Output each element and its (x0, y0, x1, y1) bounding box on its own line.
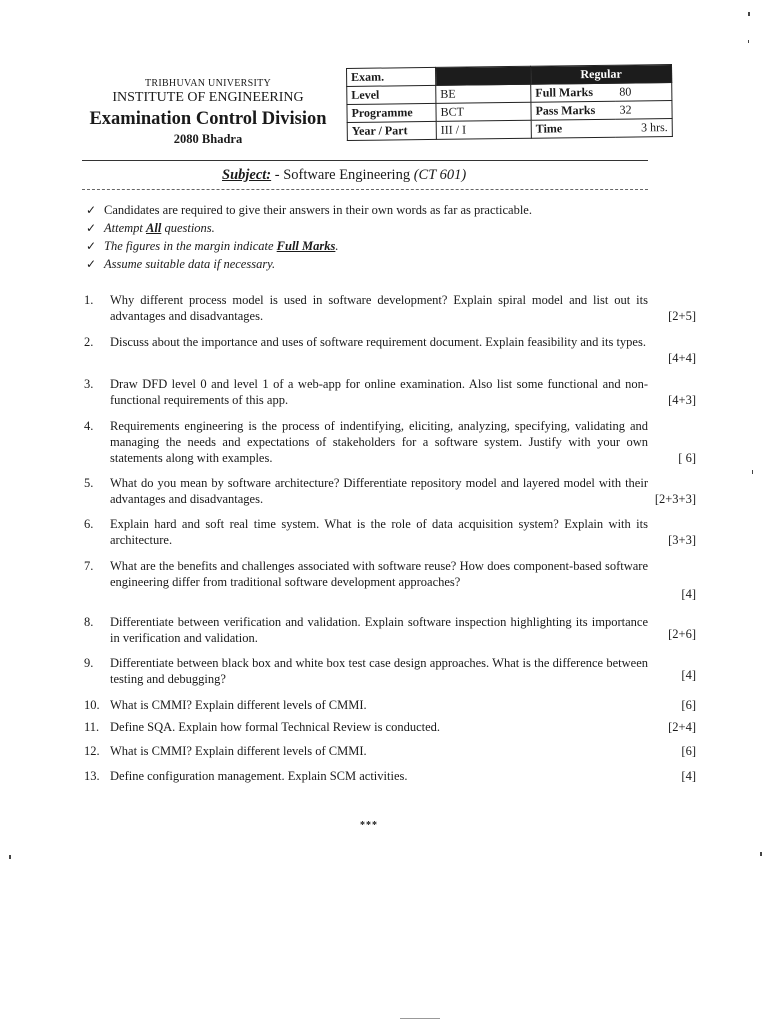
time-value: 3 hrs. (616, 119, 673, 138)
subject-dash: - (271, 167, 284, 183)
instruction-text (104, 221, 215, 236)
question-text: What is CMMI? Explain different levels of CMMI. (110, 698, 367, 712)
question-text: Draw DFD level 0 and level 1 of a web-app for online examination. Also list some functional and non-functional requirements of this app. (110, 377, 648, 407)
scan-speck (400, 1018, 440, 1019)
instruction-item (86, 221, 646, 239)
instruction-prefix: The figures in the margin indicate (104, 239, 277, 253)
instruction-emphasis: All (146, 221, 162, 235)
question-number: 8. (84, 615, 94, 629)
question-text: Why different process model is used in software development? Explain spiral model and list out its advantages and disadvantages. (110, 293, 648, 323)
exam-label: Exam. (347, 67, 436, 86)
university-name: TRIBHUVAN UNIVERSITY (144, 78, 272, 89)
question-marks: [4] (681, 668, 696, 682)
checkmark-icon: ✓ (86, 203, 97, 217)
question-text: Requirements engineering is the process of indentifying, eliciting, analyzing, specifying, validating and managing the needs and expectations of stakeholders for a software system. Justify with your own statements along with examples. (110, 419, 648, 465)
subject-code: (CT 601) (413, 167, 467, 183)
question-item (84, 334, 696, 366)
institution-header (72, 78, 344, 147)
question-marks: [6] (681, 744, 696, 758)
subject-label: Subject: (222, 167, 272, 183)
question-text: Discuss about the importance and uses of software requirement document. Explain feasibility and its types. (110, 335, 646, 349)
question-number: 3. (84, 377, 94, 391)
scan-speck (748, 12, 750, 16)
instructions-list (86, 203, 646, 275)
question-marks: [2+3+3] (654, 492, 696, 506)
question-marks: [ 6] (678, 451, 696, 465)
question-marks: [4+3] (668, 393, 696, 407)
header-divider (82, 160, 648, 161)
question-number: 1. (84, 293, 94, 307)
question-number: 5. (84, 476, 94, 490)
question-number: 13. (84, 769, 100, 783)
question-number: 11. (84, 720, 100, 734)
instruction-emphasis: Full Marks (276, 239, 336, 253)
question-item (84, 768, 696, 784)
exam-shade (435, 66, 530, 85)
programme-label: Programme (347, 103, 436, 122)
question-number: 2. (84, 335, 94, 349)
question-text: Differentiate between black box and white box test case design approaches. What is the difference between testing and debugging? (110, 656, 648, 686)
question-text: What do you mean by software architecture? Differentiate repository model and layered model with their advantages and disadvantages. (110, 476, 648, 506)
question-item (84, 719, 696, 735)
year-part-value: III / I (436, 120, 531, 139)
end-of-paper-mark: *** (360, 820, 378, 831)
question-text: Define configuration management. Explain SCM activities. (110, 769, 408, 783)
question-text: Differentiate between verification and validation. Explain software inspection highlighting its importance in verification and validation. (110, 615, 648, 645)
scan-speck (760, 852, 762, 856)
scan-speck (9, 855, 11, 859)
institute-name: INSTITUTE OF ENGINEERING (112, 90, 304, 105)
question-marks: [6] (681, 698, 696, 712)
instruction-text: Candidates are required to give their answers in their own words as far as practicable. (104, 203, 532, 217)
instruction-suffix: . (335, 239, 339, 253)
exam-type: Regular (530, 65, 671, 85)
pass-marks-label: Pass Marks (531, 101, 616, 120)
question-marks: [2+5] (668, 309, 696, 323)
checkmark-icon: ✓ (86, 257, 97, 271)
question-number: 12. (84, 744, 100, 758)
scan-speck (752, 470, 753, 474)
checkmark-icon: ✓ (86, 239, 97, 253)
question-marks: [4] (681, 769, 696, 783)
scan-speck (748, 40, 749, 43)
full-marks-value: 80 (615, 83, 672, 102)
question-item (84, 558, 696, 602)
question-number: 10. (84, 698, 100, 712)
question-text: What are the benefits and challenges associated with software reuse? How does component-based software engineering differ from traditional software development approaches? (110, 559, 648, 589)
instruction-item (86, 257, 646, 275)
year-part-row (347, 119, 672, 141)
checkmark-icon: ✓ (86, 221, 97, 235)
question-item (84, 376, 696, 408)
question-marks: [3+3] (668, 533, 696, 547)
exam-info-table (346, 64, 673, 141)
question-item (84, 614, 696, 646)
time-label: Time (531, 119, 616, 138)
question-text: Explain hard and soft real time system. What is the role of data acquisition system? Explain with its architecture. (110, 517, 648, 547)
subject-divider (82, 189, 648, 190)
pass-marks-value: 32 (615, 101, 672, 120)
question-text: Define SQA. Explain how formal Technical Review is conducted. (110, 720, 441, 734)
level-label: Level (347, 85, 436, 104)
question-item (84, 655, 696, 687)
question-number: 9. (84, 656, 94, 670)
question-number: 4. (84, 419, 94, 433)
full-marks-label: Full Marks (531, 83, 616, 102)
division-name: Examination Control Division (89, 109, 327, 129)
question-number: 6. (84, 517, 94, 531)
question-item (84, 697, 696, 713)
question-number: 7. (84, 559, 94, 573)
instruction-item (86, 203, 646, 221)
question-marks: [4+4] (668, 351, 696, 365)
question-marks: [2+4] (668, 720, 696, 734)
programme-value: BCT (436, 102, 531, 121)
question-item (84, 418, 696, 466)
question-item (84, 475, 696, 507)
subject-name: Software Engineering (283, 167, 411, 183)
subject-line (222, 167, 466, 184)
instruction-prefix: Attempt (104, 221, 147, 235)
year-part-label: Year / Part (347, 121, 436, 140)
question-item (84, 516, 696, 548)
question-marks: [2+6] (668, 627, 696, 641)
instruction-text: Assume suitable data if necessary. (104, 257, 276, 271)
instruction-text (104, 239, 339, 254)
question-marks: [4] (681, 587, 696, 601)
question-item (84, 292, 696, 324)
exam-session: 2080 Bhadra (173, 132, 243, 146)
level-value: BE (436, 84, 531, 103)
instruction-suffix: questions. (161, 221, 215, 235)
instruction-item (86, 239, 646, 257)
question-text: What is CMMI? Explain different levels of CMMI. (110, 744, 367, 758)
question-item (84, 743, 696, 759)
